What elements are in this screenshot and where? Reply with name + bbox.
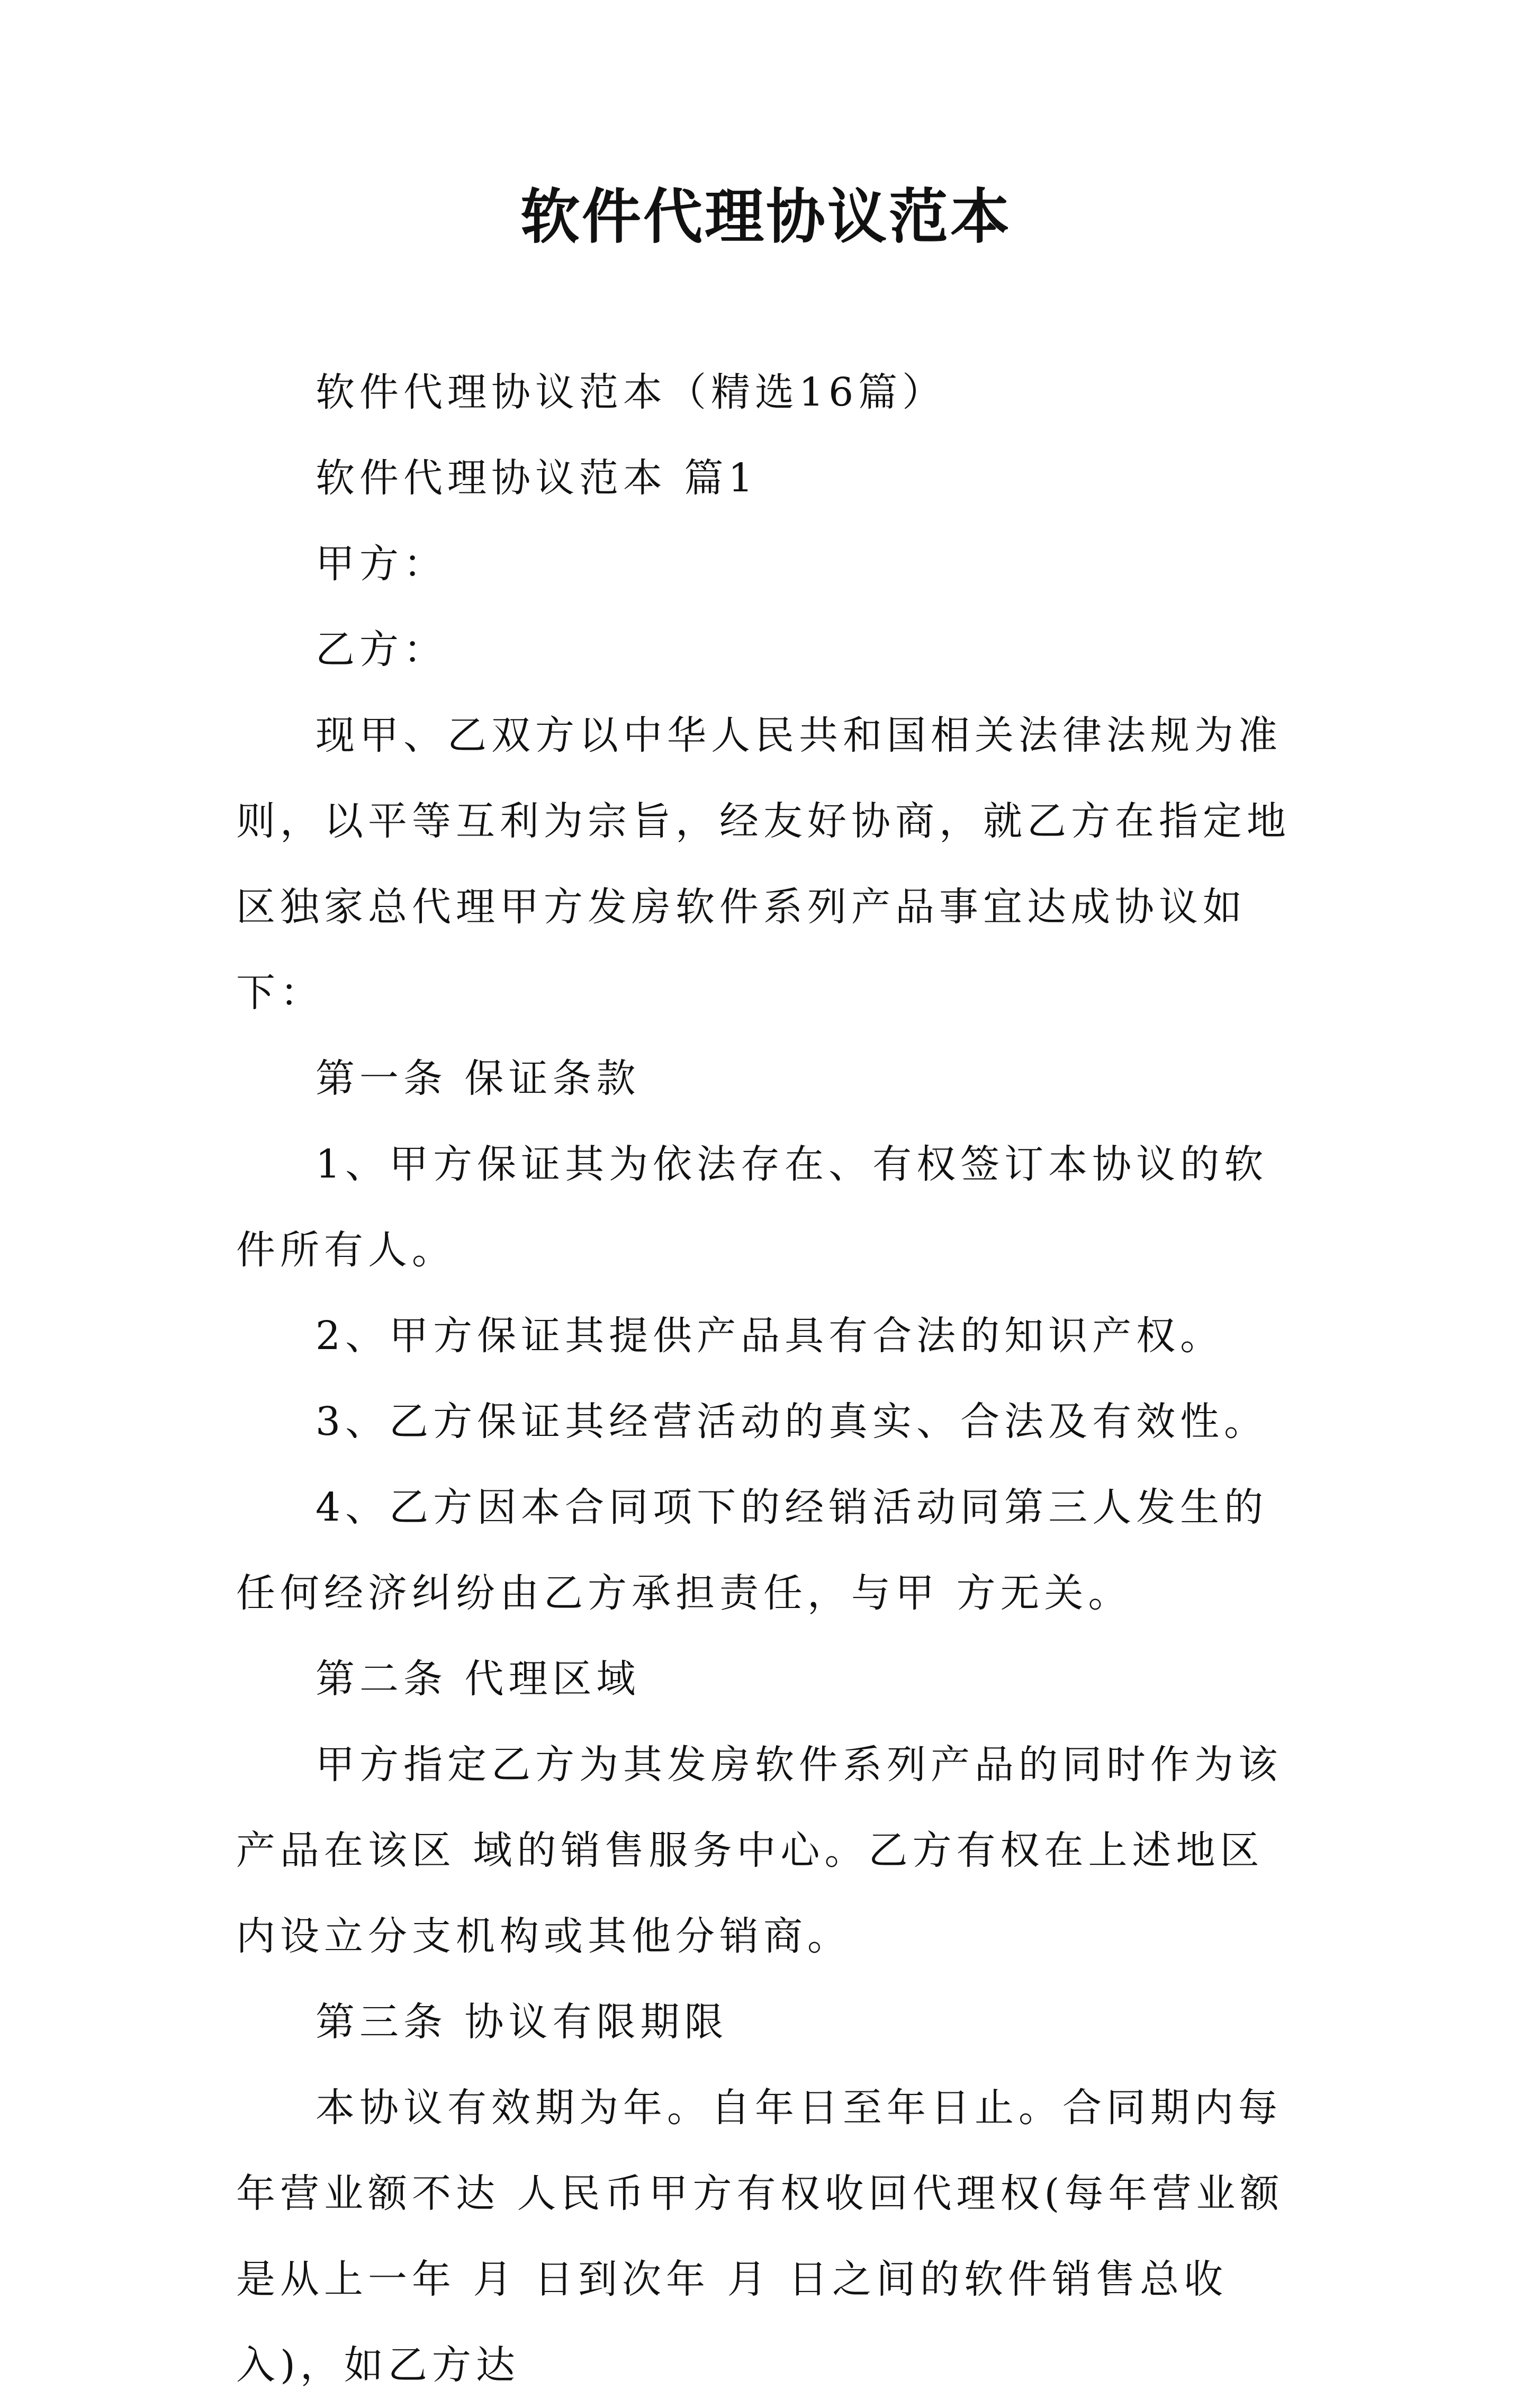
document-body (236, 349, 1300, 2408)
paragraph-clause-2: 2、甲方保证其提供产品具有合法的知识产权。 (316, 1313, 1224, 1359)
document-title: 软件代理协议范本 (520, 182, 1012, 251)
paragraph-preamble: 现甲、乙双方以中华人民共和国相关法律法规为准则，以平等互利为宗旨，经友好协商，就乙方在指定地区独家总代理甲方发房软件系列产品事宜达成协议如下： (236, 713, 1291, 1016)
paragraph-party-b: 乙方： (316, 627, 447, 672)
paragraph-clause-1: 1、甲方保证其为依法存在、有权签订本协议的软件所有人。 (236, 1142, 1268, 1273)
paragraph-subtitle: 软件代理协议范本（精选16篇） (316, 370, 947, 415)
paragraph-article-1-heading: 第一条 保证条款 (316, 1056, 641, 1101)
paragraph-article-3-body: 本协议有效期为年。自年日至年日止。合同期内每年营业额不达 人民币甲方有权收回代理权(每年营业额是从上一年 月 日到次年 月 日之间的软件销售总收入)，如乙方达 (236, 2085, 1284, 2388)
paragraph-clause-3: 3、乙方保证其经营活动的真实、合法及有效性。 (316, 1399, 1268, 1444)
paragraph-party-a: 甲方： (316, 541, 447, 587)
paragraph-article-2-heading: 第二条 代理区域 (316, 1656, 641, 1702)
paragraph-clause-4: 4、乙方因本合同项下的经销活动同第三人发生的任何经济纠纷由乙方承担责任，与甲 方无关。 (236, 1485, 1268, 1616)
paragraph-article-2-body: 甲方指定乙方为其发房软件系列产品的同时作为该产品在该区 域的销售服务中心。乙方有权在上述地区内设立分支机构或其他分销商。 (236, 1742, 1282, 1959)
paragraph-section-heading: 软件代理协议范本 篇1 (316, 455, 758, 501)
paragraph-article-3-heading: 第三条 协议有限期限 (316, 1999, 728, 2045)
